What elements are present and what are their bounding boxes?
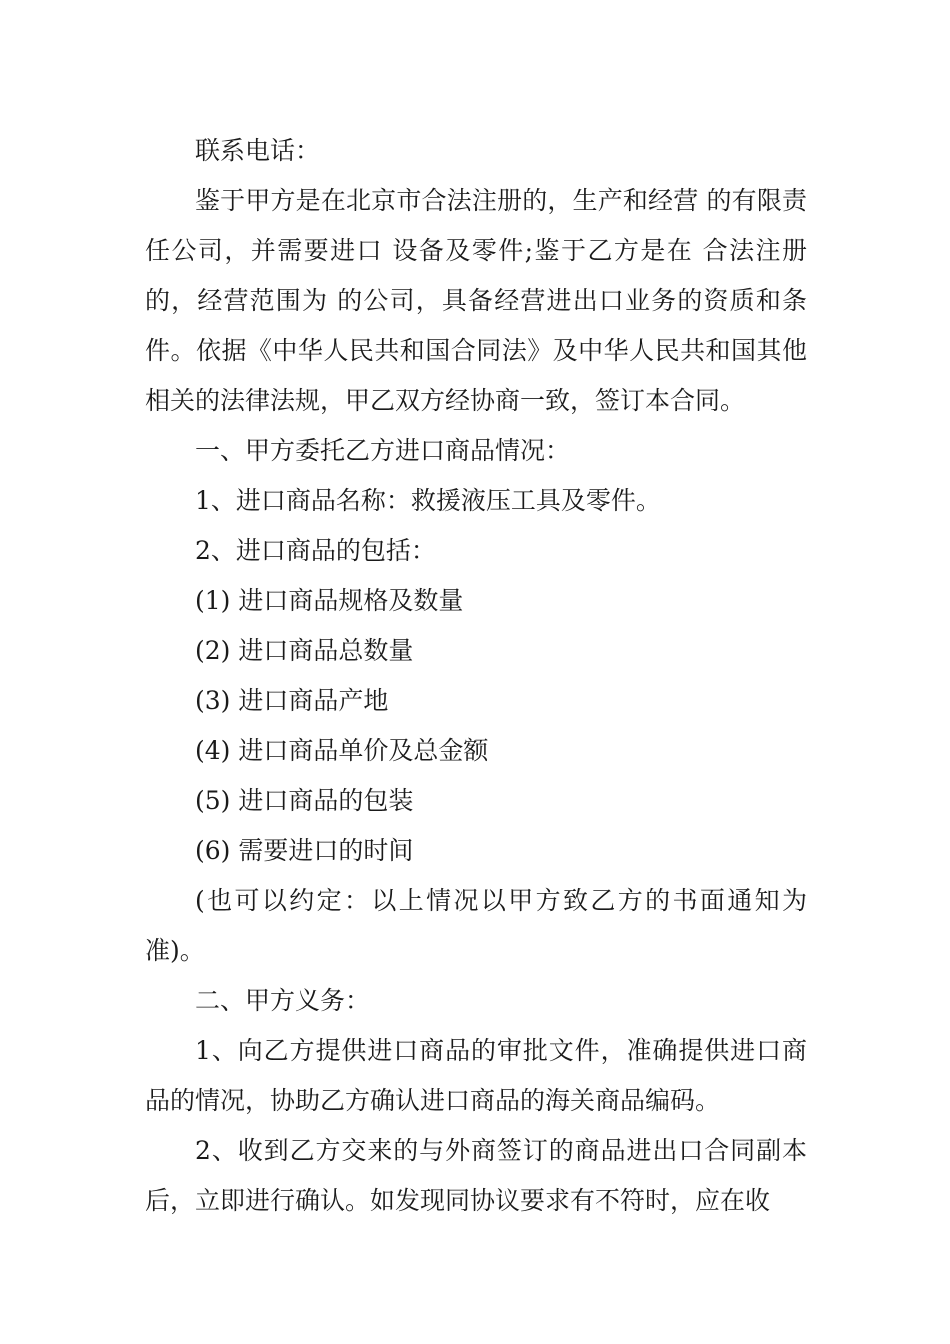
section-1-heading: 一、甲方委托乙方进口商品情况： (195, 436, 571, 465)
obligation-1-paragraph: 1、向乙方提供进口商品的审批文件，准确提供进口商品的情况，协助乙方确认进口商品的海关商品编码。 (145, 1036, 807, 1115)
sub-item-5: (5) 进口商品的包装 (195, 786, 414, 815)
preamble-paragraph: 鉴于甲方是在北京市合法注册的，生产和经营 的有限责任公司，并需要进口 设备及零件;鉴于乙方是在 合法注册的，经营范围为 的公司，具备经营进出口业务的资质和条件。依据《中华人民共和国合同法》及中华人民共和国其他相关的法律法规，甲乙双方经协商一致，签订本合同。 (145, 186, 807, 415)
sub-item-2: (2) 进口商品总数量 (195, 636, 414, 665)
document-page (145, 126, 807, 1226)
item-1-goods-name: 1、进口商品名称：救援液压工具及零件。 (195, 486, 661, 515)
sub-item-4: (4) 进口商品单价及总金额 (195, 736, 489, 765)
obligation-2-paragraph: 2、收到乙方交来的与外商签订的商品进出口合同副本后，立即进行确认。如发现同协议要求有不符时，应在收 (145, 1136, 807, 1215)
sub-item-1: (1) 进口商品规格及数量 (195, 586, 464, 615)
sub-item-3: (3) 进口商品产地 (195, 686, 389, 715)
contact-phone-line: 联系电话： (195, 136, 321, 165)
item-2-goods-include: 2、进口商品的包括： (195, 536, 436, 565)
section-2-heading: 二、甲方义务： (195, 986, 371, 1015)
alternative-agreement-note: (也可以约定：以上情况以甲方致乙方的书面通知为准)。 (145, 886, 807, 965)
sub-item-6: (6) 需要进口的时间 (195, 836, 414, 865)
